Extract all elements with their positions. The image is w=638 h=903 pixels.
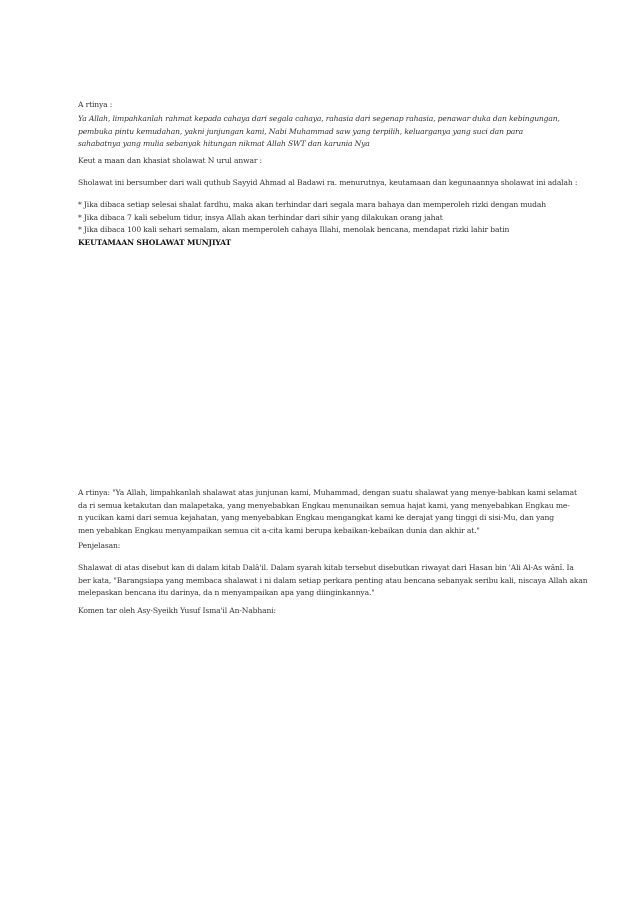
prayer-line: sahabatnya yang mulia sebanyak hitungan nikmat Allah SWT dan karunia Nya: [78, 139, 370, 148]
munjiyat-heading: KEUTAMAAN SHOLAWAT MUNJIYAT: [78, 237, 231, 247]
prayer-line: Ya Allah, limpahkanlah rahmat kepada cahaya dari segala cahaya, rahasia dari segenap rahasia, penawar duka dan kebingungan,: [78, 114, 560, 123]
prayer-line: pembuka pintu kemudahan, yakni junjungan kami, Nabi Muhammad saw yang terpilih, keluarganya yang suci dan para: [78, 126, 524, 136]
list-item: * Jika dibaca 7 kali sebelum tidur, insya Allah akan terhindar dari sihir yang dilakukan orang jahat: [78, 212, 443, 222]
translation-line: n yucikan kami dari semua kejahatan, yang menyebabkan Engkau mengangkat kami ke derajat yang tinggi di sisi-Mu, dan yang: [78, 513, 554, 522]
list-item: * Jika dibaca setiap selesai shalat fardhu, maka akan terhindar dari segala mara bahaya dan memperoleh rizki dengan mudah: [78, 200, 546, 209]
penjelasan-line: Shalawat di atas disebut kan di dalam kitab Dalâ'il. Dalam syarah kitab tersebut disebutkan riwayat dari Hasan bin 'Ali Al-As wânî. Ia: [78, 563, 574, 572]
translation-line: da ri semua ketakutan dan malapetaka, yang menyebabkan Engkau menunaikan semua hajat kami, yang menyebabkan Engkau me-: [78, 500, 570, 510]
list-item: * Jika dibaca 100 kali sehari semalam, akan memperoleh cahaya Illahi, menolak bencana, mendapat rizki lahir batin: [78, 225, 510, 234]
keutamaan-heading: Keut a maan dan khasiat sholawat N urul anwar :: [78, 156, 262, 165]
penjelasan-text: [78, 562, 588, 600]
penjelasan-label: Penjelasan:: [78, 541, 121, 550]
translation-line: A rtinya: "Ya Allah, limpahkanlah shalawat atas junjunan kami, Muhammad, dengan suatu shalawat yang menye-babkan kami selamat: [78, 488, 577, 497]
penjelasan-line: melepaskan bencana itu darinya, da n menyampaikan apa yang diinginkannya.": [78, 588, 375, 597]
prayer-translation: [78, 113, 564, 151]
source-line: Sholawat ini bersumber dari wali quthub Sayyid Ahmad al Badawi ra. menurutnya, keutamaan dan kegunaannya sholawat ini adalah :: [78, 178, 578, 187]
benefits-list: [78, 199, 564, 249]
artinya-munjiyat: [78, 487, 577, 537]
artinya-label: A rtinya :: [78, 100, 113, 109]
komentar-line: Komen tar oleh Asy-Syeikh Yusuf Isma'il An-Nabhani:: [78, 606, 276, 615]
penjelasan-line: ber kata, "Barangsiapa yang membaca shalawat i ni dalam setiap perkara penting atau bencana sebanyak seribu kali, niscaya Allah akan: [78, 575, 588, 585]
translation-line: men yebabkan Engkau menyampaikan semua cit a-cita kami berupa kebaikan-kebaikan dunia dan akhir at.": [78, 525, 480, 535]
